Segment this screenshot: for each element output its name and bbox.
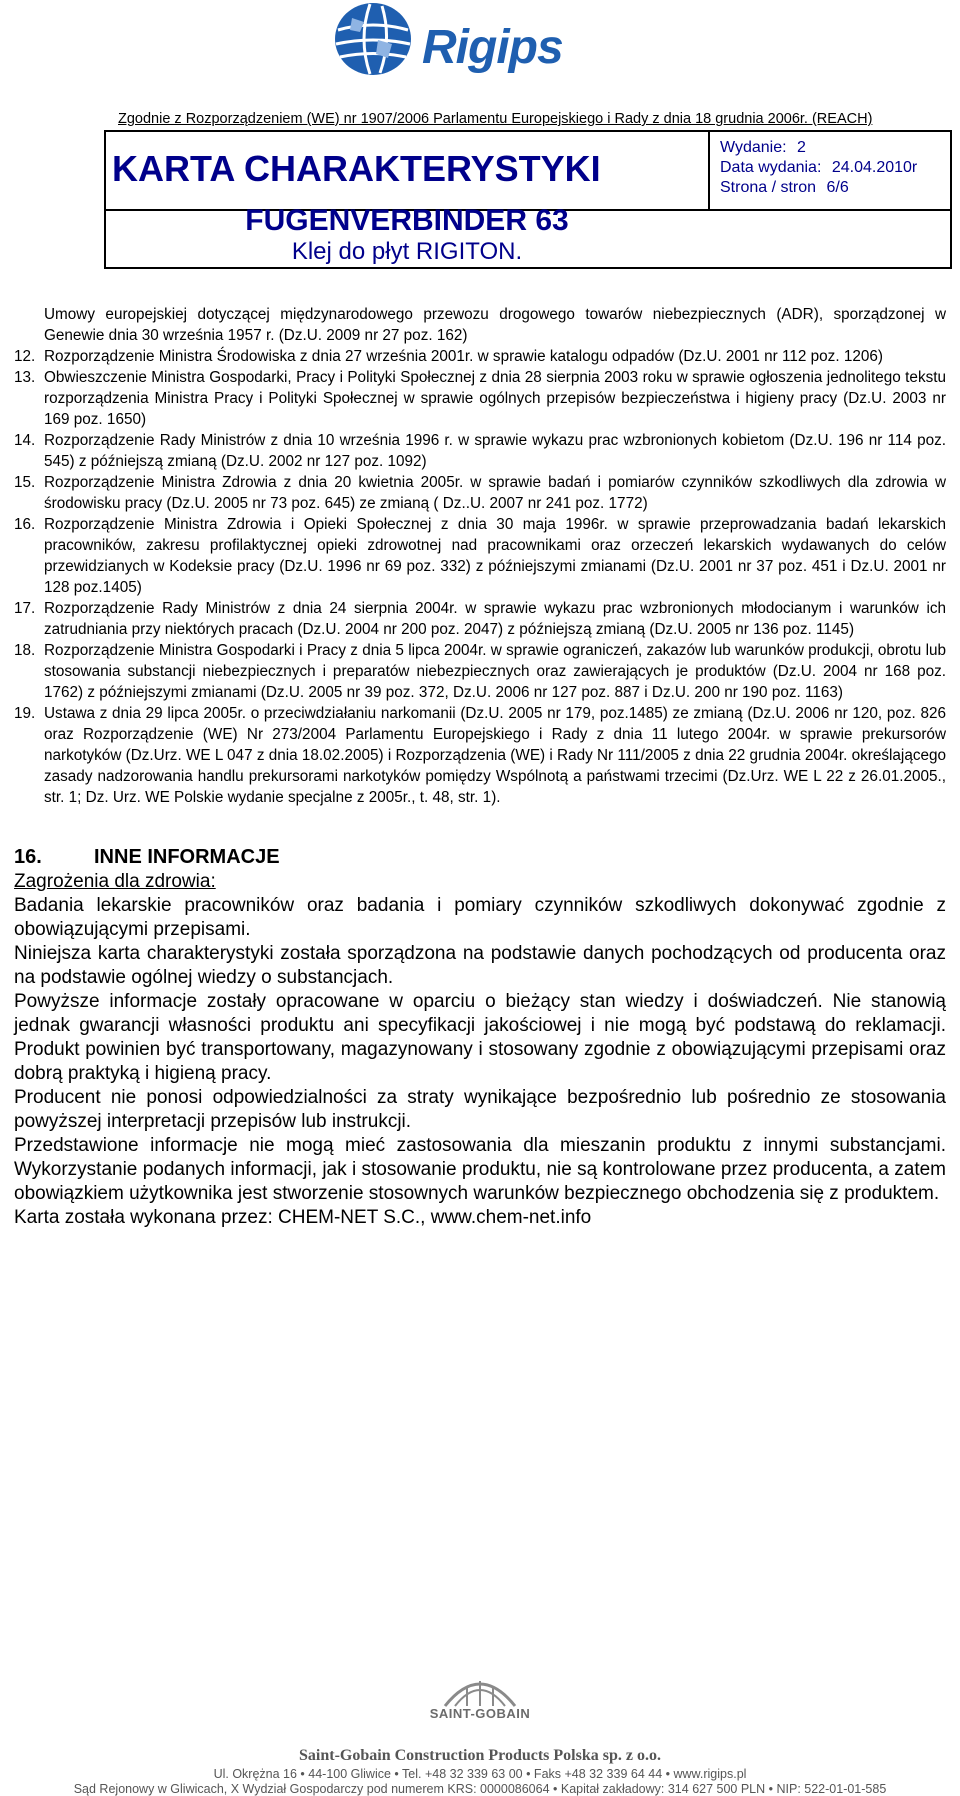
main-content [14,304,946,1230]
list-item-text: Rozporządzenie Ministra Zdrowia z dnia 20 kwietnia 2005r. w sprawie badań i pomiarów czynników szkodliwych dla zdrowia w środowisku pracy (Dz.U. 2005 nr 73 poz. 645) ze zmianą ( Dz..U. 2007 nr 241 poz. 1772) [44,474,946,512]
globe-icon [330,0,416,78]
list-item-number: 18. [14,642,36,659]
list-item-text: Rozporządzenie Rady Ministrów z dnia 10 września 1996 r. w sprawie wykazu prac wzbronionych kobietom (Dz.U. 196 nr 114 poz. 545) z późniejszą zmianą (Dz.U. 2002 nr 127 poz. 1092) [44,432,946,470]
date-value: 24.04.2010r [831,159,918,176]
regulation-line: Zgodnie z Rozporządzeniem (WE) nr 1907/2006 Parlamentu Europejskiego i Rady z dnia 18 grudnia 2006r. (REACH) [118,111,873,127]
list-item [14,346,946,367]
section-heading [14,844,946,870]
list-item-number: 13. [14,369,36,386]
info-paragraph: Powyższe informacje zostały opracowane w oparciu o bieżący stan wiedzy i doświadczeń. Nie stanowią jednak gwarancji własności produktu ani specyfikacji jakościowej i nie mogą być podstawą do reklamacji. Produkt powinien być transportowany, magazynowany i stosowany zgodnie z obowiązującymi przepisami oraz dobrą praktyką i higieną pracy. [14,991,946,1084]
edition-value: 2 [797,139,806,156]
document-meta [720,138,917,198]
document-header [104,130,952,269]
list-item-text: Rozporządzenie Ministra Środowiska z dnia 27 września 2001r. w sprawie katalogu odpadów (Dz.U. 2001 nr 112 poz. 1206) [44,348,883,365]
document-title: KARTA CHARAKTERYSTYKI [112,148,601,189]
list-item-number: 15. [14,474,36,491]
section-title: INNE INFORMACJE [94,846,280,868]
list-item [14,430,946,472]
edition-label: Wydanie: [720,139,787,156]
list-item-text: Obwieszczenie Ministra Gospodarki, Pracy i Polityki Społecznej z dnia 28 sierpnia 2003 roku w sprawie ogłoszenia jednolitego tekstu rozporządzenia Ministra Pracy i Polityki Społecznej w sprawie ogólnych przepisów bezpieczeństwa i higieny pracy (Dz.U. 2003 nr 169 poz. 1650) [44,369,946,428]
list-item-number: 19. [14,705,36,722]
regulation-continuation: Umowy europejskiej dotyczącej międzynarodowego przewozu drogowego towarów niebezpiecznych (ADR), sporządzonej w Genewie dnia 30 września 1957 r. (Dz.U. 2009 nr 27 poz. 162) [44,306,946,344]
list-item [14,703,946,808]
footer-company: Saint-Gobain Construction Products Polska sp. z o.o. [299,1747,661,1764]
list-item-number: 17. [14,600,36,617]
list-item [14,598,946,640]
footer-address: Ul. Okrężna 16 • 44-100 Gliwice • Tel. +48 32 339 63 00 • Faks +48 32 339 64 44 • www.rigips.pl [213,1767,747,1781]
saint-gobain-arch-icon [425,1668,535,1708]
health-hazards-subheading: Zagrożenia dla zdrowia: [14,871,216,892]
page-value: 6/6 [826,179,849,196]
list-item-number: 14. [14,432,36,449]
footer-court-info: Sąd Rejonowy w Gliwicach, X Wydział Gospodarczy pod numerem KRS: 0000086064 • Kapitał zakładowy: 314 627 500 PLN • NIP: 522-01-01-585 [73,1782,887,1796]
product-description: Klej do płyt RIGITON. [291,238,523,265]
page-footer [0,1668,960,1796]
product-name: FUGENVERBINDER 63 [245,204,569,237]
info-paragraph: Badania lekarskie pracowników oraz badania i pomiary czynników szkodliwych dokonywać zgodnie z obowiązującymi przepisami. [14,895,946,940]
list-item-number: 12. [14,348,36,365]
list-item-text: Rozporządzenie Rady Ministrów z dnia 24 sierpnia 2004r. w sprawie wykazu prac wzbronionych młodocianym i warunków ich zatrudniania przy niektórych pracach (Dz.U. 2004 nr 200 poz. 2047) z późniejszą zmianą (Dz.U. 2005 nr 136 poz. 1145) [44,600,946,638]
info-paragraph: Niniejsza karta charakterystyki została sporządzona na podstawie danych pochodzących od producenta oraz na podstawie ogólnej wiedzy o substancjach. [14,943,946,988]
saint-gobain-logo-text: SAINT-GOBAIN [429,1706,531,1721]
list-item [14,367,946,430]
rigips-wordmark: Rigips [422,21,563,74]
info-paragraph: Producent nie ponosi odpowiedzialności za straty wynikające bezpośrednio lub pośrednio ze stosowania powyższej interpretacji przepisów lub instrukcji. [14,1087,946,1132]
edition-row [720,138,917,158]
section-other-information [14,844,946,1230]
list-item-text: Ustawa z dnia 29 lipca 2005r. o przeciwdziałaniu narkomanii (Dz.U. 2005 nr 179, poz.1485) ze zmianą (Dz.U. 2006 nr 120, poz. 826 oraz Rozporządzenie (WE) Nr 273/2004 Parlamentu Europejskiego i Rady z dnia 11 lutego 2004r. w sprawie prekursorów narkotyków (Dz.Urz. WE L 047 z dnia 18.02.2005) i Rozporządzenia (WE) i Rady Nr 111/2005 z dnia 22 grudnia 2004r. określającego zasady nadzorowania handlu prekursorami narkotyków pomiędzy Wspólnotą a państwami trzecimi (Dz.Urz. WE L 22 z 26.01.2005., str. 1; Dz. Urz. WE Polskie wydanie specjalne z 2005r., t. 48, str. 1). [44,705,946,806]
list-item-text: Rozporządzenie Ministra Gospodarki i Pracy z dnia 5 lipca 2004r. w sprawie ograniczeń, zakazów lub warunków produkcji, obrotu lub stosowania substancji niebezpiecznych i preparatów niebezpiecznych oraz zawierających je produktów (Dz.U. 2004 nr 168 poz. 1762) z późniejszymi zmianami (Dz.U. 2005 nr 39 poz. 372, Dz.U. 2006 nr 127 poz. 887 i Dz.U. 200 nr 190 poz. 1163) [44,642,946,701]
rigips-logo [330,0,563,78]
page-label: Strona / stron [720,179,817,196]
list-item [14,514,946,598]
date-row [720,158,917,178]
list-item [14,640,946,703]
info-paragraph: Karta została wykonana przez: CHEM-NET S.C., www.chem-net.info [14,1207,592,1228]
section-number: 16. [14,846,42,868]
info-paragraph: Przedstawione informacje nie mogą mieć zastosowania dla mieszanin produktu z innymi substancjami. Wykorzystanie podanych informacji, jak i stosowanie produktu, nie są kontrolowane przez producenta, a zatem obowiązkiem użytkownika jest stworzenie stosownych warunków bezpiecznego obchodzenia się z produktem. [14,1135,946,1204]
page-row [720,178,917,198]
date-label: Data wydania: [720,159,822,176]
regulation-list [14,346,946,808]
header-divider [708,132,710,209]
list-item-text: Rozporządzenie Ministra Zdrowia i Opieki Społecznej z dnia 30 maja 1996r. w sprawie przeprowadzania badań lekarskich pracowników, zakresu profilaktycznej opieki zdrowotnej nad pracownikami oraz orzeczeń lekarskich wydawanych do celów przewidzianych w Kodeksie pracy (Dz.U. 1996 nr 69 poz. 332) z późniejszymi zmianami (Dz.U. 2001 nr 37 poz. 451 i Dz.U. 2001 nr 128 poz.1405) [44,516,946,596]
list-item-number: 16. [14,516,36,533]
list-item [14,472,946,514]
